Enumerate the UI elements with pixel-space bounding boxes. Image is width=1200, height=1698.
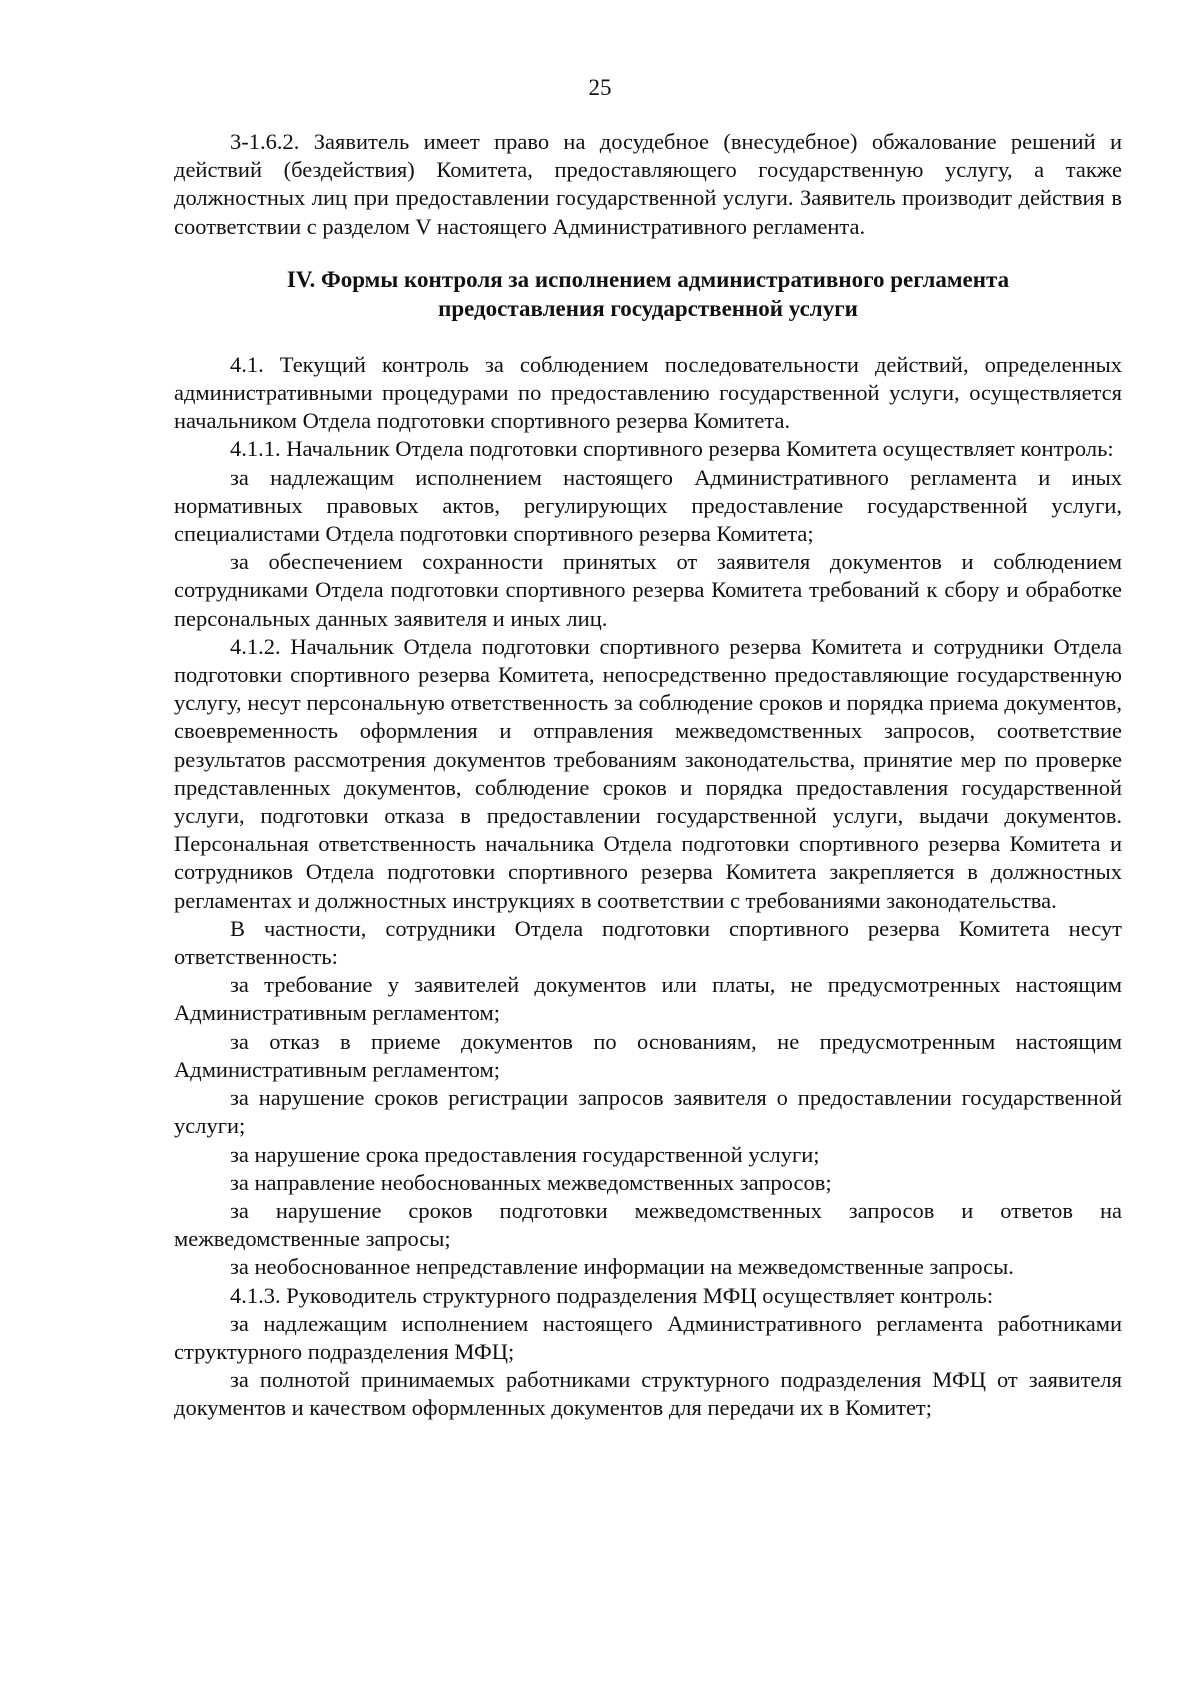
- page-number: 25: [588, 75, 612, 100]
- paragraph-responsibility-intro: В частности, сотрудники Отдела подготовки спортивного резерва Комитета несут ответственность:: [174, 915, 1122, 970]
- paragraph-4-1-1: 4.1.1. Начальник Отдела подготовки спортивного резерва Комитета осуществляет контроль:: [230, 436, 1114, 462]
- list-item: за нарушение сроков подготовки межведомственных запросов и ответов на межведомственные запросы;: [174, 1197, 1122, 1252]
- list-item: за требование у заявителей документов или платы, не предусмотренных настоящим Административным регламентом;: [174, 972, 1122, 1026]
- section-heading-line-1: IV. Формы контроля за исполнением административного регламента: [286, 266, 1010, 292]
- paragraph-3-1-6-2: 3-1.6.2. Заявитель имеет право на досудебное (внесудебное) обжалование решений и действий (бездействия) Комитета, предоставляющего государственную услугу, а также должностных лиц при предоставлении государственной услуги. Заявитель производит действия в соответствии с разделом V настоящего Административного регламента.: [174, 129, 1122, 239]
- list-item: за нарушение срока предоставления государственной услуги;: [230, 1141, 820, 1167]
- section-heading-line-2: предоставления государственной услуги: [438, 295, 858, 321]
- paragraph-4-1-2: 4.1.2. Начальник Отдела подготовки спортивного резерва Комитета и сотрудники Отдела подготовки спортивного резерва Комитета, непосредственно предоставляющие государственную услугу, несут персональную ответственность за соблюдение сроков и порядка приема документов, своевременность оформления и отправления межведомственных запросов, соответствие результатов рассмотрения документов требованиям законодательства, принятие мер по проверке представленных документов, соблюдение сроков и порядка предоставления государственной услуги, подготовки отказа в предоставлении государственной услуги, выдачи документов. Персональная ответственность начальника Отдела подготовки спортивного резерва Комитета и сотрудников Отдела подготовки спортивного резерва Комитета закрепляется в должностных регламентах и должностных инструкциях в соответствии с требованиями законодательства.: [174, 633, 1122, 913]
- list-item: за отказ в приеме документов по основаниям, не предусмотренным настоящим Административным регламентом;: [174, 1028, 1122, 1082]
- paragraph-4-1: 4.1. Текущий контроль за соблюдением последовательности действий, определенных административными процедурами по предоставлению государственной услуги, осуществляется начальником Отдела подготовки спортивного резерва Комитета.: [174, 351, 1122, 434]
- list-item: за обеспечением сохранности принятых от заявителя документов и соблюдением сотрудниками Отдела подготовки спортивного резерва Комитета требований к сбору и обработке персональных данных заявителя и иных лиц.: [174, 549, 1122, 631]
- section-heading: [174, 265, 1122, 323]
- list-item: за полнотой принимаемых работниками структурного подразделения МФЦ от заявителя документов и качеством оформленных документов для передачи их в Комитет;: [174, 1367, 1122, 1421]
- list-item: за необоснованное непредставление информации на межведомственные запросы.: [230, 1254, 1014, 1280]
- list-item: за надлежащим исполнением настоящего Административного регламента работниками структурного подразделения МФЦ;: [174, 1310, 1122, 1364]
- list-item: за надлежащим исполнением настоящего Административного регламента и иных нормативных правовых актов, регулирующих предоставление государственной услуги, специалистами Отдела подготовки спортивного резерва Комитета;: [174, 464, 1122, 547]
- list-item: за направление необоснованных межведомственных запросов;: [230, 1169, 832, 1195]
- paragraph-4-1-3: 4.1.3. Руководитель структурного подразделения МФЦ осуществляет контроль:: [230, 1282, 994, 1308]
- list-item: за нарушение сроков регистрации запросов заявителя о предоставлении государственной услуги;: [174, 1085, 1122, 1139]
- document-body: [174, 128, 1122, 1423]
